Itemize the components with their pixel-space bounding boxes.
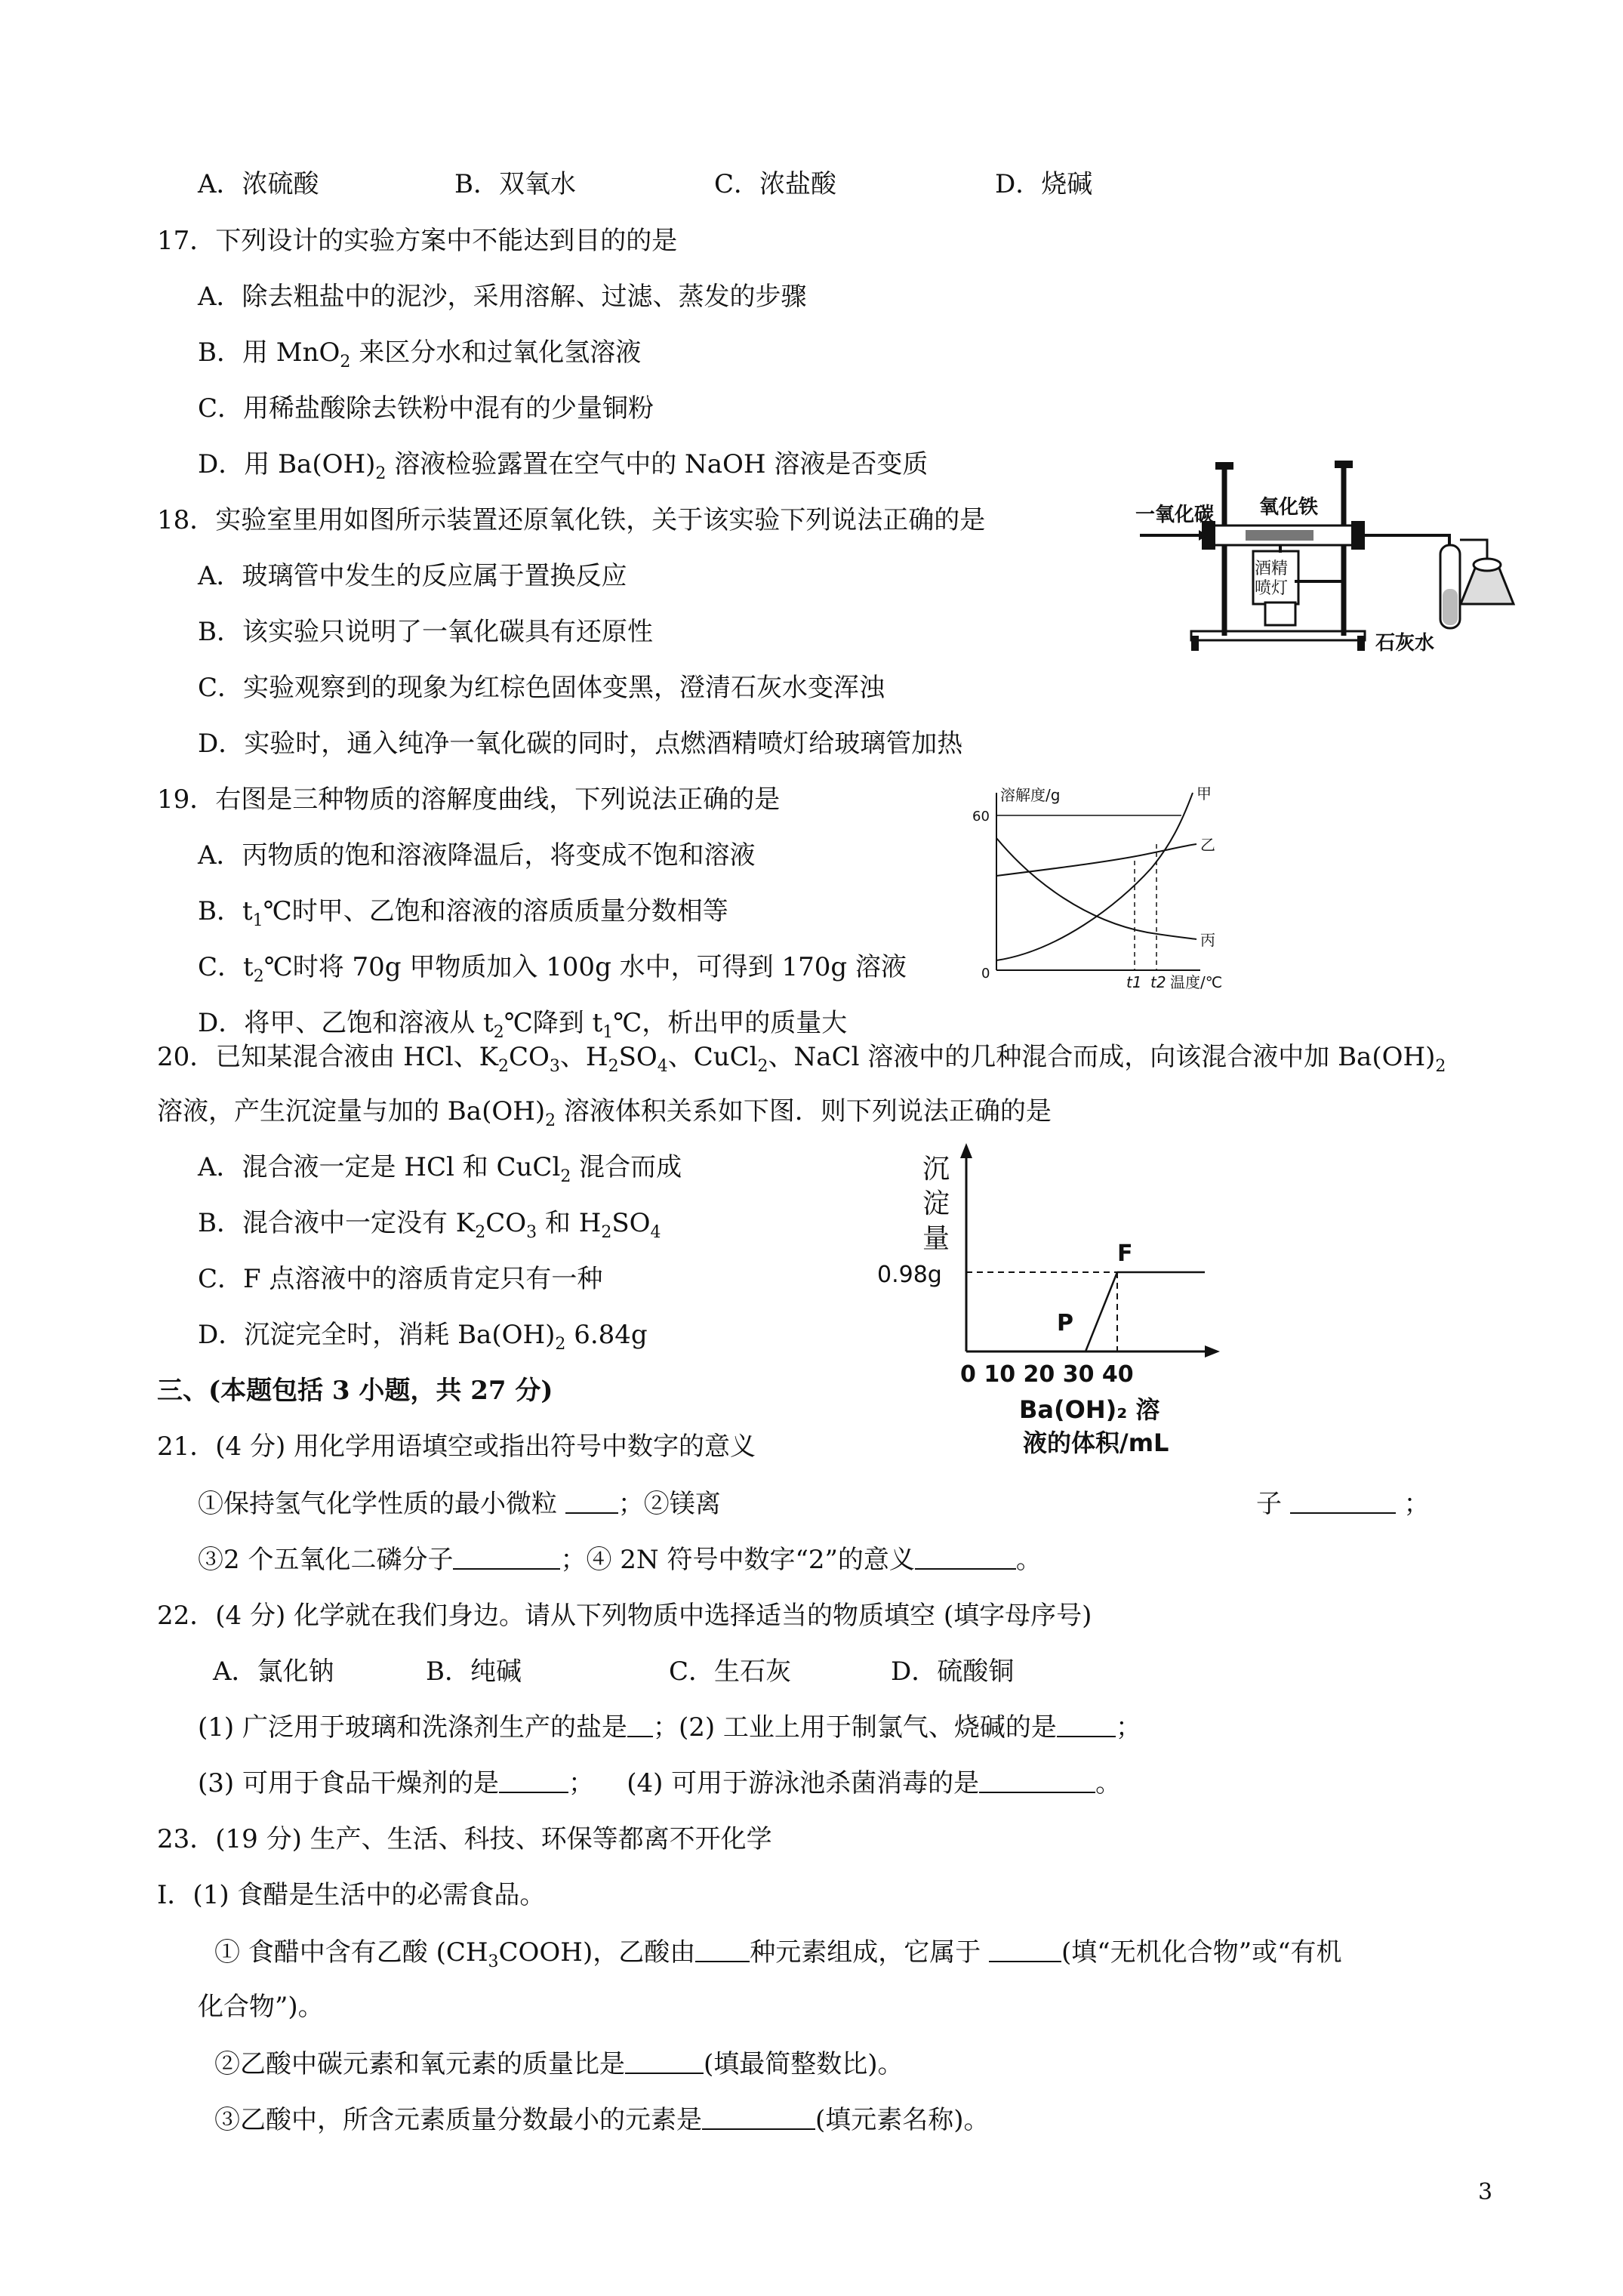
series-yi-label: 乙 (1200, 836, 1215, 854)
q17-option-d: D．用 $Ba(OH)_2$ 溶液检验露置在空气中的 NaOH 溶液是否变质 (198, 449, 929, 483)
q18-option-d: D．实验时，通入纯净一氧化碳的同时，点燃酒精喷灯给玻璃管加热 (198, 729, 963, 759)
x-axis-label-2: 液的体积/mL (1023, 1428, 1169, 1457)
q16-option-c: C．浓盐酸 (714, 169, 837, 199)
q20-option-c: C．F 点溶液中的溶质肯定只有一种 (198, 1264, 603, 1294)
x-tick-labels: 0 10 20 30 40 (960, 1361, 1134, 1388)
q23-blank-2[interactable] (989, 1938, 1061, 1962)
t2-label: t2 (1150, 973, 1166, 991)
q20-option-a: A．混合液一定是 HCl 和 CuCl$_2$ 混合而成 (198, 1152, 682, 1186)
q17-option-b: B．用 MnO$_2$ 来区分水和过氧化氢溶液 (198, 337, 642, 371)
q23-blank-3[interactable] (625, 2050, 704, 2074)
q18-option-c: C．实验观察到的现象为红棕色固体变黑，澄清石灰水变浑浊 (198, 673, 885, 703)
q22-line1: (1) 广泛用于玻璃和洗涤剂生产的盐是 ；(2) 工业上用于制氯气、烧碱的是 ； (198, 1712, 1141, 1743)
q21-line1-end: 子 ； (1256, 1489, 1430, 1519)
t1-label: t1 (1126, 973, 1142, 991)
q19-option-d: D．将甲、乙饱和溶液从 $t_2℃$降到 $t_1℃$，析出甲的质量大 (198, 1008, 848, 1042)
q16-option-d: D．烧碱 (995, 169, 1093, 199)
y-value-label: 0.98g (877, 1262, 942, 1288)
q19-option-b: B．$t_1℃$时甲、乙饱和溶液的溶质质量分数相等 (198, 896, 728, 930)
series-jia-label: 甲 (1196, 784, 1212, 803)
origin-label: 0 (981, 966, 990, 982)
q21-stem: 21．(4 分) 用化学用语填空或指出符号中数字的意义 (157, 1432, 756, 1462)
q21-blank-1[interactable] (565, 1490, 618, 1514)
q22-option-d: D．硫酸铜 (891, 1657, 1015, 1687)
q18-stem: 18．实验室里用如图所示装置还原氧化铁，关于该实验下列说法正确的是 (157, 505, 986, 535)
x-axis-label: 温度/℃ (1170, 973, 1223, 991)
q23-line1: ① 食醋中含有乙酸 $(CH_3COOH)$，乙酸由 种元素组成，它属于 (填“无机化合物”或“有机 (214, 1937, 1342, 1971)
label-lamp-1: 酒精 (1255, 559, 1289, 578)
q22-blank-2[interactable] (1057, 1713, 1116, 1737)
q17-option-c: C．用稀盐酸除去铁粉中混有的少量铜粉 (198, 393, 654, 424)
q22-option-c: C．生石灰 (669, 1657, 792, 1687)
q23-line3: ③乙酸中，所含元素质量分数最小的元素是 (填元素名称)。 (214, 2105, 990, 2135)
q19-stem: 19．右图是三种物质的溶解度曲线，下列说法正确的是 (157, 784, 781, 815)
q18-option-a: A．玻璃管中发生的反应属于置换反应 (198, 561, 627, 591)
q20-stem-line1: 20．已知某混合液由 HCl、$K_2CO_3$、$H_2SO_4$、CuCl$_2$、NaCl 溶液中的几种混合而成，向该混合液中加 $Ba(OH)_2$ (157, 1042, 1446, 1076)
series-bing-label: 丙 (1200, 931, 1215, 949)
q23-line2: ②乙酸中碳元素和氧元素的质量比是 (填最简整数比)。 (214, 2049, 904, 2079)
solubility-curve-figure (966, 778, 1253, 997)
q23-part1: Ⅰ．(1) 食醋是生活中的必需食品。 (157, 1880, 546, 1910)
y-label-char-2: 淀 (922, 1188, 950, 1219)
q20-option-b: B．混合液中一定没有 $K_2CO_3$ 和 $H_2SO_4$ (198, 1208, 661, 1242)
solubility-y-label: 溶解度/g (1000, 786, 1061, 804)
q19-option-c: C．$t_2℃$时将 70g 甲物质加入 100g 水中，可得到 170g 溶液 (198, 952, 907, 986)
q23-line1-cont: 化合物”)。 (198, 1992, 324, 2022)
label-co: 一氧化碳 (1135, 504, 1215, 526)
q22-stem: 22．(4 分) 化学就在我们身边。请从下列物质中选择适当的物质填空 (填字母序号) (157, 1601, 1092, 1631)
q21-line1: ①保持氢气化学性质的最小微粒 ；②镁离 (198, 1489, 721, 1519)
precipitate-volume-figure (868, 1133, 1230, 1465)
point-p-label: P (1057, 1310, 1073, 1336)
q19-option-a: A．丙物质的饱和溶液降温后，将变成不饱和溶液 (198, 840, 756, 871)
q22-blank-1[interactable] (627, 1713, 653, 1737)
iron-oxide-reduction-apparatus (1132, 461, 1555, 657)
q23-stem: 23．(19 分) 生产、生活、科技、环保等都离不开化学 (157, 1824, 772, 1854)
q23-blank-4[interactable] (702, 2106, 815, 2130)
q21-blank-3[interactable] (453, 1546, 560, 1570)
q21-blank-4[interactable] (915, 1546, 1016, 1570)
q22-option-a: A．氯化钠 (213, 1657, 334, 1687)
y-label-char-1: 沉 (922, 1154, 950, 1185)
q17-stem: 17．下列设计的实验方案中不能达到目的的是 (157, 226, 678, 256)
page-number: 3 (1478, 2179, 1493, 2205)
label-lamp-2: 喷灯 (1255, 579, 1289, 598)
q22-blank-3[interactable] (499, 1769, 568, 1793)
q23-blank-1[interactable] (695, 1938, 750, 1962)
q17-option-a: A．除去粗盐中的泥沙，采用溶解、过滤、蒸发的步骤 (198, 282, 807, 312)
y-label-char-3: 量 (922, 1223, 950, 1254)
label-fe2o3: 氧化铁 (1259, 496, 1319, 519)
q16-option-b: B．双氧水 (454, 169, 576, 199)
q20-stem-line2: 溶液，产生沉淀量与加的 $Ba(OH)_2$ 溶液体积关系如下图．则下列说法正确的是 (157, 1096, 1052, 1130)
q20-option-d: D．沉淀完全时，消耗 $Ba(OH)_2$ 6.84g (198, 1320, 648, 1354)
label-limewater: 石灰水 (1375, 632, 1435, 655)
q21-line2: ③2 个五氧化二磷分子 ；④ 2N 符号中数字“2”的意义 。 (198, 1545, 1042, 1575)
y-tick-60: 60 (972, 809, 990, 824)
q22-option-b: B．纯碱 (426, 1657, 522, 1687)
q18-option-b: B．该实验只说明了一氧化碳具有还原性 (198, 617, 653, 647)
section-3-heading: 三、(本题包括 3 小题，共 27 分) (157, 1376, 553, 1406)
q22-blank-4[interactable] (979, 1769, 1095, 1793)
q21-blank-2[interactable] (1290, 1490, 1396, 1514)
q16-option-a: A．浓硫酸 (198, 169, 319, 199)
q22-line2: (3) 可用于食品干燥剂的是 ； (4) 可用于游泳池杀菌消毒的是 。 (198, 1768, 1122, 1798)
point-f-label: F (1117, 1240, 1133, 1267)
x-axis-label-1: Ba(OH)₂ 溶 (1019, 1395, 1160, 1424)
